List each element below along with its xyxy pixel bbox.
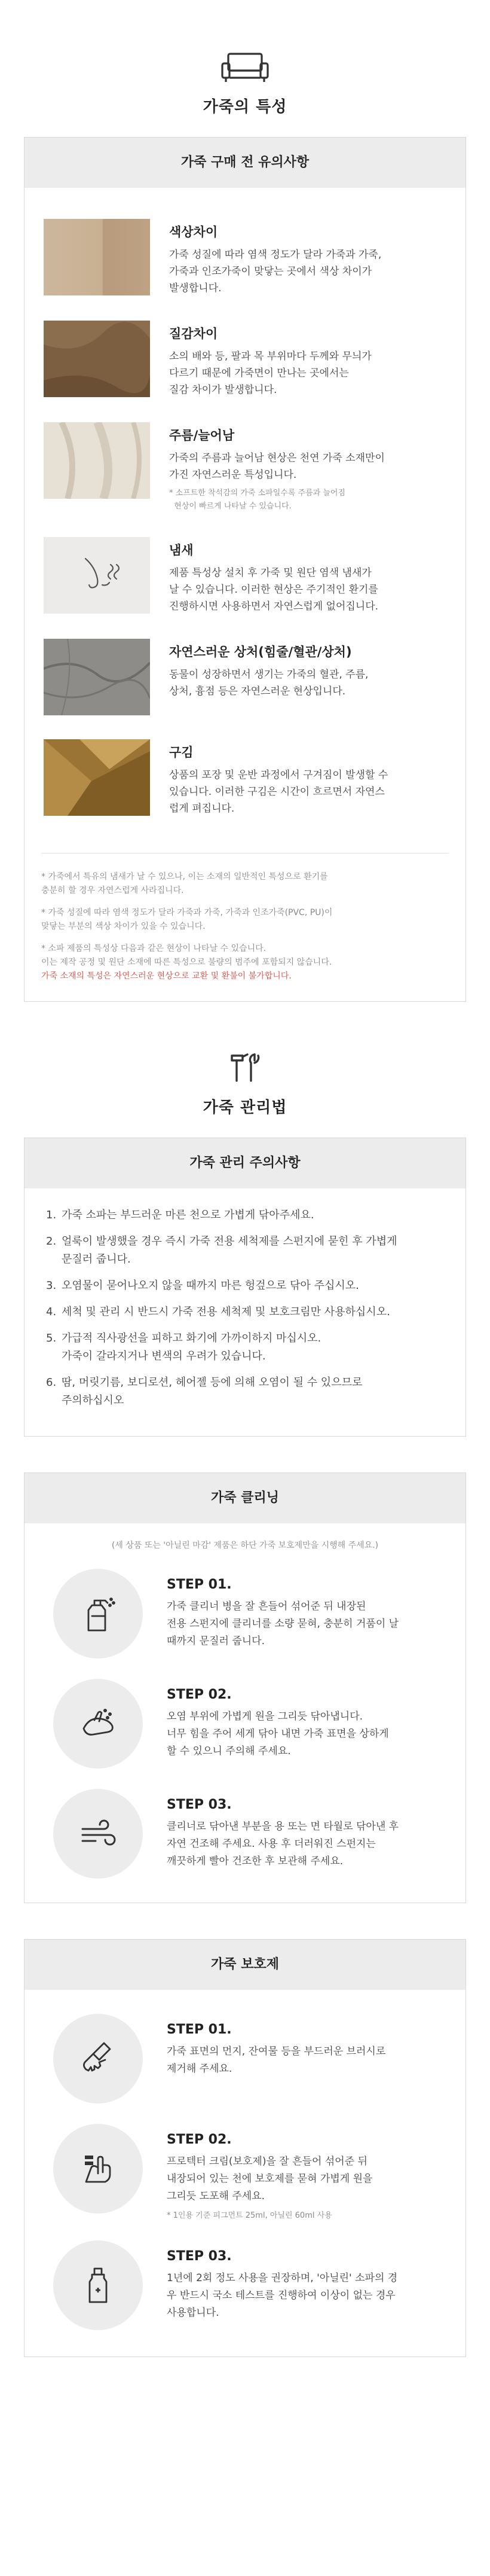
step-description: 1년에 2회 정도 사용을 권장하며, '아닐린' 소파의 경 우 반드시 국소 테스트를 진행하여 이상이 없는 경우 사용합니다. — [167, 2272, 398, 2319]
care-list-text: 가죽 소파는 부드러운 마른 천으로 가볍게 닦아주세요. — [62, 1209, 314, 1221]
care-list-item: 2. 얼룩이 발생했을 경우 즉시 가죽 전용 세척제를 스펀지에 묻힌 후 가볍게 문질러 줍니다. — [46, 1233, 444, 1269]
leather-sample-image — [44, 639, 150, 715]
feature-item — [24, 219, 466, 297]
leather-notice-card-title: 가죽 구매 전 유의사항 — [24, 138, 466, 188]
care-list-text: 세척 및 관리 시 반드시 가죽 전용 세척제 및 보호크림만 사용하십시오. — [62, 1306, 390, 1318]
care-header — [0, 1002, 490, 1117]
feature-description: 가죽의 주름과 늘어남 현상은 천연 가죽 소재만이 가진 자연스러운 특성입니다. — [169, 452, 385, 481]
care-title: 가죽 관리법 — [203, 1099, 287, 1117]
care-list-text: 얼룩이 발생했을 경우 즉시 가죽 전용 세척제를 스펀지에 묻힌 후 가볍게 문질러 줍니다. — [62, 1235, 397, 1266]
bottle-icon — [53, 2240, 143, 2330]
wipe-hand-icon — [53, 1679, 143, 1769]
care-list-item: 1. 가죽 소파는 부드러운 마른 천으로 가볍게 닦아주세요. — [46, 1206, 444, 1224]
leather-sample-image — [44, 739, 150, 816]
step-description: 가죽 클리너 병을 잘 흔들어 섞어준 뒤 내장된 전용 스펀지에 클리너를 소량 묻혀, 충분히 거품이 날 때까지 문질러 줍니다. — [167, 1601, 399, 1647]
cleaning-steps — [24, 1569, 466, 1879]
feature-description: 상품의 포장 및 운반 과정에서 구겨짐이 발생할 수 있습니다. 이러한 구김은 시간이 흐르면서 자연스 럽게 펴집니다. — [169, 769, 388, 815]
protector-card-title: 가죽 보호제 — [24, 1940, 466, 1990]
step-note: * 1인용 기준 피그먼트 25ml, 아닐린 60ml 사용 — [167, 2211, 332, 2220]
feature-list — [24, 219, 466, 817]
feature-name: 주름/늘어남 — [169, 428, 235, 443]
care-list-text: 땀, 머릿기름, 보디로션, 헤어젤 등에 의해 오염이 될 수 있으므로 주의하십시오 — [62, 1376, 363, 1407]
leather-sample-image — [44, 321, 150, 397]
step-name: STEP 02. — [167, 2132, 232, 2147]
feature-item — [24, 537, 466, 615]
step-name: STEP 01. — [167, 2022, 232, 2037]
care-list-item: 6. 땀, 머릿기름, 보디로션, 헤어젤 등에 의해 오염이 될 수 있으므로 주의하십시오 — [46, 1374, 444, 1410]
characteristics-header — [0, 0, 490, 117]
note-1: * 가죽에서 특유의 냄새가 날 수 있으나, 이는 소재의 일반적인 특성으로 환기를 충분히 할 경우 자연스럽게 사라집니다. — [41, 872, 328, 895]
step-name: STEP 01. — [167, 1577, 232, 1592]
characteristics-notes — [41, 853, 449, 1001]
step-item — [24, 1679, 466, 1769]
leather-notice-card — [24, 137, 466, 1002]
feature-name: 질감차이 — [169, 327, 218, 341]
feature-description: 제품 특성상 설치 후 가죽 및 원단 염색 냄새가 날 수 있습니다. 이러한 현상은 주기적인 환기를 진행하시면 사용하면서 자연스럽게 없어집니다. — [169, 567, 379, 612]
step-item — [24, 2240, 466, 2330]
care-list-text: 가급적 직사광선을 피하고 화기에 가까이하지 마십시오. 가죽이 갈라지거나 변색의 우려가 있습니다. — [62, 1332, 321, 1362]
spray-bottle-icon — [53, 1569, 143, 1659]
cleaning-sub-note: (세 상품 또는 '아닐린 마감' 제품은 하단 가죽 보호제만을 시행해 주세요.) — [111, 1541, 379, 1550]
step-item — [24, 2014, 466, 2104]
feature-name: 구김 — [169, 745, 194, 760]
leather-sample-image — [44, 537, 150, 614]
leather-sample-image — [44, 422, 150, 499]
step-item — [24, 1789, 466, 1879]
no-refund-note: 가죽 소재의 특성은 자연스러운 현상으로 교환 및 환불이 불가합니다. — [41, 971, 292, 981]
care-list-item: 4. 세척 및 관리 시 반드시 가죽 전용 세척제 및 보호크림만 사용하십시오. — [46, 1303, 444, 1321]
feature-name: 냄새 — [169, 543, 194, 557]
feature-name: 자연스러운 상처(힘줄/혈관/상처) — [169, 645, 352, 659]
feature-item — [24, 321, 466, 398]
tools-icon — [228, 1051, 262, 1084]
step-name: STEP 03. — [167, 1797, 232, 1812]
step-description: 오염 부위에 가볍게 원을 그리듯 닦아냅니다. 너무 힘을 주어 세게 닦아 내면 가죽 표면을 상하게 할 수 있으니 주의해 주세요. — [167, 1711, 389, 1757]
note-3: * 소파 제품의 특성상 다음과 같은 현상이 나타날 수 있습니다. 이는 제작 공정 및 원단 소재에 따른 특성으로 불량의 범주에 포함되지 않습니다. — [41, 944, 332, 967]
step-name: STEP 02. — [167, 1687, 232, 1702]
note-2: * 가죽 성질에 따라 염색 정도가 달라 가죽과 가죽, 가죽과 인조가죽(PVC, PU)이 맞닿는 부분의 색상 차이가 있을 수 있습니다. — [41, 908, 333, 931]
sofa-icon — [220, 51, 270, 84]
care-list — [24, 1188, 466, 1436]
protector-card — [24, 1939, 466, 2357]
step-description: 프로텍터 크림(보호제)을 잘 흔들어 섞어준 뒤 내장되어 있는 천에 보호제를 묻혀 가볍게 원을 그리듯 도포해 주세요. — [167, 2156, 373, 2202]
protector-steps — [24, 2014, 466, 2330]
step-item — [24, 2124, 466, 2220]
cleaning-card-title: 가죽 클리닝 — [24, 1473, 466, 1523]
leather-sample-image — [44, 219, 150, 295]
feature-description: 가죽 성질에 따라 염색 정도가 달라 가죽과 가죽, 가죽과 인조가죽이 맞닿는 곳에서 색상 차이가 발생합니다. — [169, 249, 382, 294]
cleaning-card — [24, 1473, 466, 1903]
care-list-text: 오염물이 묻어나오지 않을 때까지 마른 헝겊으로 닦아 주십시오. — [62, 1279, 359, 1292]
step-item — [24, 1569, 466, 1659]
brush-icon — [53, 2014, 143, 2104]
care-caution-card — [24, 1138, 466, 1437]
step-name: STEP 03. — [167, 2249, 232, 2264]
cream-hand-icon — [53, 2124, 143, 2214]
feature-item — [24, 639, 466, 715]
step-description: 클리너로 닦아낸 부분을 용 또는 면 타월로 닦아낸 후 자연 건조해 주세요. 사용 후 더러워진 스펀지는 깨끗하게 빨아 건조한 후 보관해 주세요. — [167, 1821, 399, 1867]
care-list-item: 5. 가급적 직사광선을 피하고 화기에 가까이하지 마십시오. 가죽이 갈라지거나 변색의 우려가 있습니다. — [46, 1330, 444, 1365]
wind-icon — [53, 1789, 143, 1879]
feature-description: 동물이 성장하면서 생기는 가죽의 혈관, 주름, 상처, 흉점 등은 자연스러운 현상입니다. — [169, 669, 369, 697]
characteristics-title: 가죽의 특성 — [203, 98, 287, 116]
care-caution-card-title: 가죽 관리 주의사항 — [24, 1138, 466, 1188]
feature-name: 색상차이 — [169, 225, 218, 239]
feature-note: * 소프트한 착석감의 가죽 소파일수록 주름과 늘어짐 현상이 빠르게 나타날 수 있습니다. — [169, 489, 346, 511]
step-description: 가죽 표면의 먼지, 잔여물 등을 부드러운 브러시로 제거해 주세요. — [167, 2045, 386, 2075]
feature-item — [24, 422, 466, 513]
care-list-item: 3. 오염물이 묻어나오지 않을 때까지 마른 헝겊으로 닦아 주십시오. — [46, 1277, 444, 1295]
feature-description: 소의 배와 등, 팔과 목 부위마다 두께와 무늬가 다르기 때문에 가죽면이 만나는 곳에서는 질감 차이가 발생합니다. — [169, 350, 372, 396]
feature-item — [24, 739, 466, 817]
